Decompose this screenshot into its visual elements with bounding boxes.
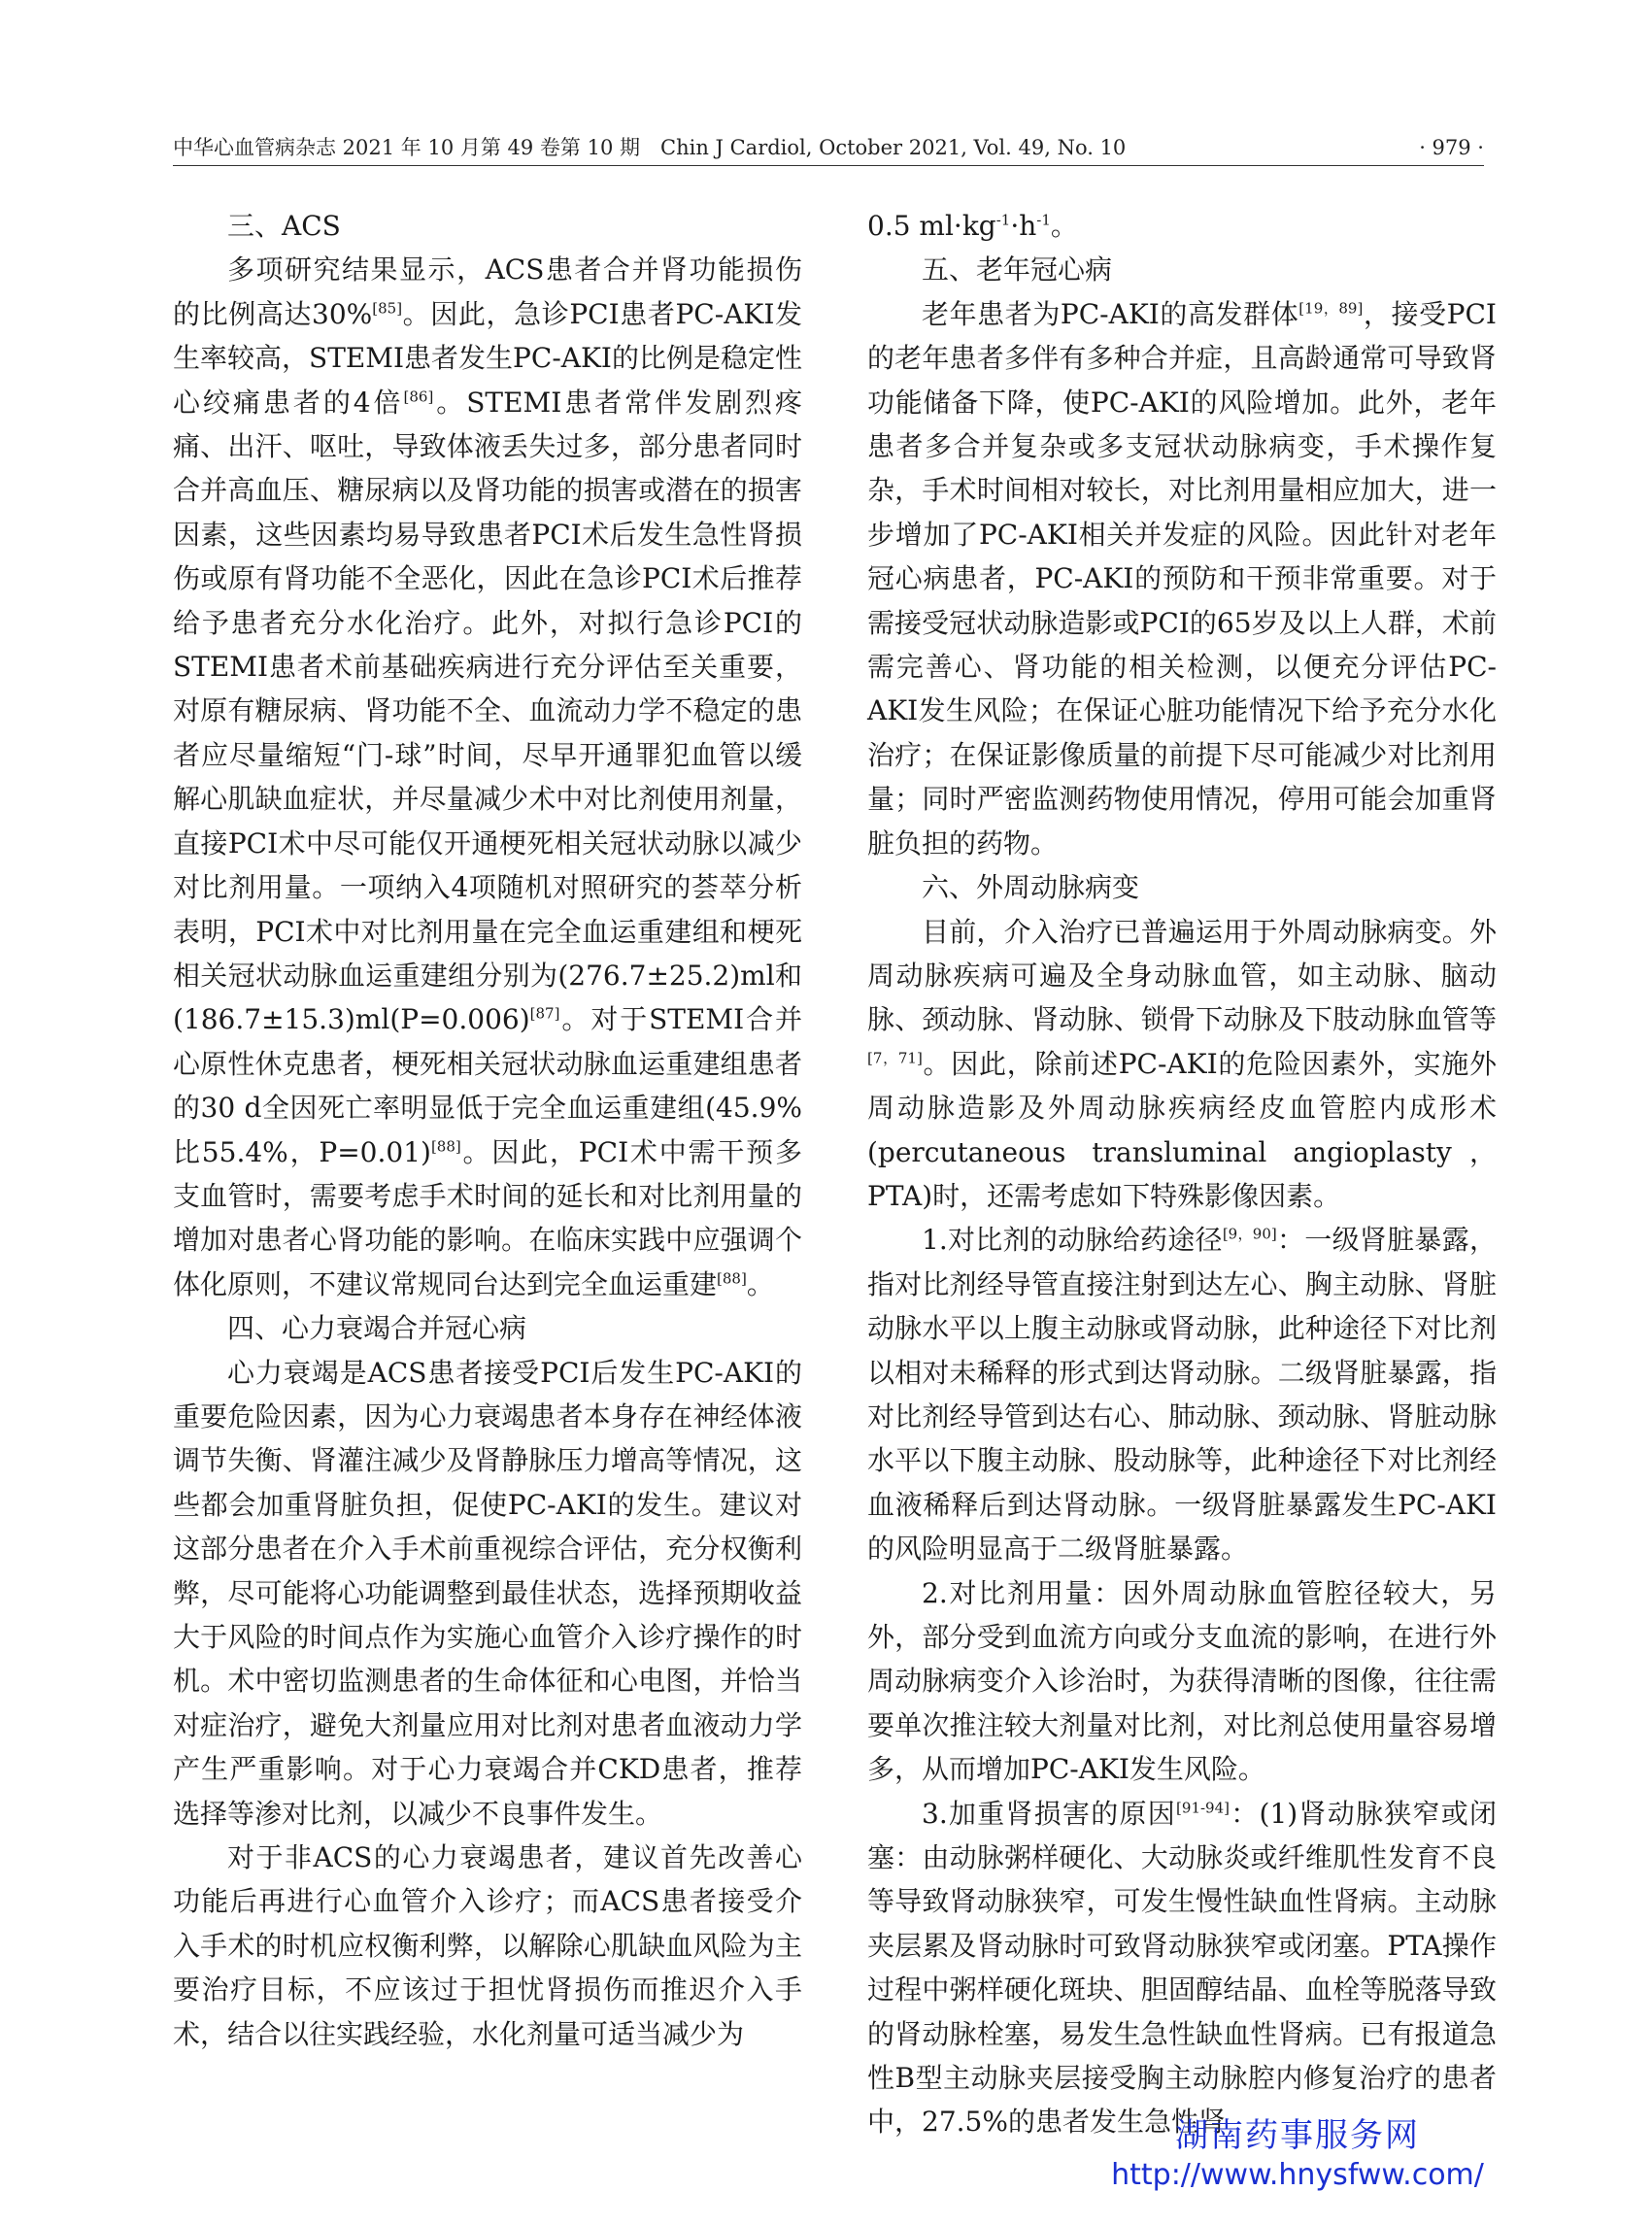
text-run: ·h <box>1010 210 1037 242</box>
body-paragraph <box>867 1218 1497 1570</box>
citation-superscript: [88] <box>717 1269 747 1288</box>
citation-superscript: [87] <box>529 1004 560 1023</box>
citation-superscript: [7，71] <box>867 1049 923 1067</box>
text-run: 。对于STEMI合并心原性休克患者，梗死相关冠状动脉血运重建组患者的30 d全因死亡率明显低于完全血运重建组(45.9%比55.4%，P=0.01) <box>173 1003 802 1168</box>
citation-superscript: [86] <box>403 388 434 406</box>
running-header <box>173 132 1484 161</box>
citation-superscript: -1 <box>995 211 1011 229</box>
text-run: 2.对比剂用量：因外周动脉血管腔径较大，另外，部分受到血流方向或分支血流的影响，在进行外周动脉病变介入诊治时，为获得清晰的图像，往往需要单次推注较大剂量对比剂，对比剂总使用量容易增多，从而增加PC-AKI发生风险。 <box>867 1576 1497 1786</box>
text-run: ：(1)肾动脉狭窄或闭塞：由动脉粥样硬化、大动脉炎或纤维肌性发育不良等导致肾动脉狭窄，可发生慢性缺血性肾病。主动脉夹层累及肾动脉时可致肾动脉狭窄或闭塞。PTA操作过程中粥样硬化斑块、胆固醇结晶、血栓等脱落导致的肾动脉栓塞，易发生急性缺血性肾病。已有报道急性B型主动脉夹层接受胸主动脉腔内修复治疗的患者中，27.5%的患者发生急性肾 <box>867 1797 1497 2139</box>
text-run: 3.加重肾损害的原因 <box>922 1797 1177 1830</box>
citation-superscript: [88] <box>430 1137 461 1156</box>
citation-superscript: [91-94] <box>1176 1799 1230 1817</box>
page-number: · 979 · <box>1419 136 1484 159</box>
citation-superscript: [9，90] <box>1222 1226 1277 1244</box>
text-run: 。因此，急诊PCI患者PC-AKI发生率较高，STEMI患者发生PC-AKI的比例是稳定性心绞痛患者的4倍 <box>173 297 802 419</box>
text-run: 。 <box>746 1267 774 1300</box>
text-run: 心力衰竭是ACS患者接受PCI后发生PC-AKI的重要危险因素，因为心力衰竭患者本身存在神经体液调节失衡、肾灌注减少及肾静脉压力增高等情况，这些都会加重肾脏负担，促使PC-AKI的发生。建议对这部分患者在介入手术前重视综合评估，充分权衡利弊，尽可能将心功能调整到最佳状态，选择预期收益大于风险的时间点作为实施心血管介入诊疗操作的时机。术中密切监测患者的生命体征和心电图，并恰当对症治疗，避免大剂量应用对比剂对患者血液动力学产生严重影响。对于心力衰竭合并CKD患者，推荐选择等渗对比剂，以减少不良事件发生。 <box>173 1356 802 1830</box>
text-run: 。STEMI患者常伴发剧烈疼痛、出汗、呕吐，导致体液丢失过多，部分患者同时合并高血压、糖尿病以及肾功能的损害或潜在的损害因素，这些因素均易导致患者PCI术后发生急性肾损伤或原有肾功能不全恶化，因此在急诊PCI术后推荐给予患者充分水化治疗。此外，对拟行急诊PCI的STEMI患者术前基础疾病进行充分评估至关重要，对原有糖尿病、肾功能不全、血流动力学不稳定的患者应尽量缩短“门-球”时间，尽早开通罪犯血管以缓解心肌缺血症状，并尽量减少术中对比剂使用剂量，直接PCI术中尽可能仅开通梗死相关冠状动脉以减少对比剂用量。一项纳入4项随机对照研究的荟萃分析表明，PCI术中对比剂用量在完全血运重建组和梗死相关冠状动脉血运重建组分别为(276.7±25.2)ml和(186.7±15.3)ml(P=0.006) <box>173 386 802 1036</box>
section-heading: 三、ACS <box>227 210 341 242</box>
text-run: 对于非ACS的心力衰竭患者，建议首先改善心功能后再进行心血管介入诊疗；而ACS患者接受介入手术的时机应权衡利弊，以解除心肌缺血风险为主要治疗目标，不应该过于担忧肾损伤而推迟介入手术，结合以往实践经验，水化剂量可适当减少为 <box>173 1841 802 2050</box>
body-paragraph <box>867 1571 1497 1792</box>
text-run: 0.5 ml·kg <box>867 210 996 242</box>
text-run: 目前，介入治疗已普遍运用于外周动脉病变。外周动脉疾病可遍及全身动脉血管，如主动脉、脑动脉、颈动脉、肾动脉、锁骨下动脉及下肢动脉血管等 <box>867 915 1497 1036</box>
text-run: 多项研究结果显示，ACS患者合并肾功能损伤的比例高达30% <box>173 253 802 330</box>
body-paragraph <box>173 1351 802 1836</box>
text-run: 。因此，PCI术中需干预多支血管时，需要考虑手术时间的延长和对比剂用量的增加对患者心肾功能的影响。在临床实践中应强调个体化原则，不建议常规同台达到完全血运重建 <box>173 1135 802 1300</box>
watermark-name: 湖南药事服务网 <box>1175 2116 1420 2155</box>
header-rule <box>173 165 1484 166</box>
watermark <box>1084 2115 1511 2195</box>
text-run: 。因此，除前述PC-AKI的危险因素外，实施外周动脉造影及外周动脉疾病经皮血管腔内成形术(percutaneous transluminal angioplasty，PTA)时，还需考虑如下特殊影像因素。 <box>867 1047 1497 1212</box>
text-run: 1.对比剂的动脉给药途径 <box>922 1224 1223 1257</box>
text-run: 老年患者为PC-AKI的高发群体 <box>922 297 1299 330</box>
watermark-url[interactable]: http://www.hnysfww.com/ <box>1111 2158 1484 2192</box>
text-run: 。 <box>1050 210 1078 242</box>
left-column <box>173 204 802 2056</box>
text-run: ，接受PCI的老年患者多伴有多种合并症，且高龄通常可导致肾功能储备下降，使PC-AKI的风险增加。此外，老年患者多合并复杂或多支冠状动脉病变，手术操作复杂，手术时间相对较长，对比剂用量相应加大，进一步增加了PC-AKI相关并发症的风险。因此针对老年冠心病患者，PC-AKI的预防和干预非常重要。对于需接受冠状动脉造影或PCI的65岁及以上人群，术前需完善心、肾功能的相关检测，以便充分评估PC-AKI发生风险；在保证心脏功能情况下给予充分水化治疗；在保证影像质量的前提下尽可能减少对比剂用量；同时严密监测药物使用情况，停用可能会加重肾脏负担的药物。 <box>867 297 1497 860</box>
section-heading: 四、心力衰竭合并冠心病 <box>227 1312 527 1345</box>
section-heading: 六、外周动脉病变 <box>922 871 1140 904</box>
citation-superscript: -1 <box>1036 211 1051 229</box>
right-column <box>867 204 1497 2144</box>
body-paragraph <box>173 1836 802 2056</box>
journal-citation: 中华心血管病杂志 2021 年 10 月第 49 卷第 10 期 Chin J Cardiol, October 2021, Vol. 49, No. 10 <box>173 136 1127 159</box>
body-paragraph <box>867 910 1497 1219</box>
body-paragraph <box>867 1792 1497 2144</box>
body-paragraph <box>173 248 802 1306</box>
section-heading: 五、老年冠心病 <box>922 253 1113 287</box>
body-paragraph <box>867 292 1497 865</box>
citation-superscript: [19，89] <box>1298 299 1364 318</box>
text-run: ：一级肾脏暴露，指对比剂经导管直接注射到达左心、胸主动脉、肾脏动脉水平以上腹主动脉或肾动脉，此种途径下对比剂以相对未稀释的形式到达肾动脉。二级肾脏暴露，指对比剂经导管到达右心、肺动脉、颈动脉、肾脏动脉水平以下腹主动脉、股动脉等，此种途径下对比剂经血液稀释后到达肾动脉。一级肾脏暴露发生PC-AKI的风险明显高于二级肾脏暴露。 <box>867 1224 1497 1566</box>
citation-superscript: [85] <box>372 299 403 318</box>
body-paragraph <box>867 204 1497 248</box>
